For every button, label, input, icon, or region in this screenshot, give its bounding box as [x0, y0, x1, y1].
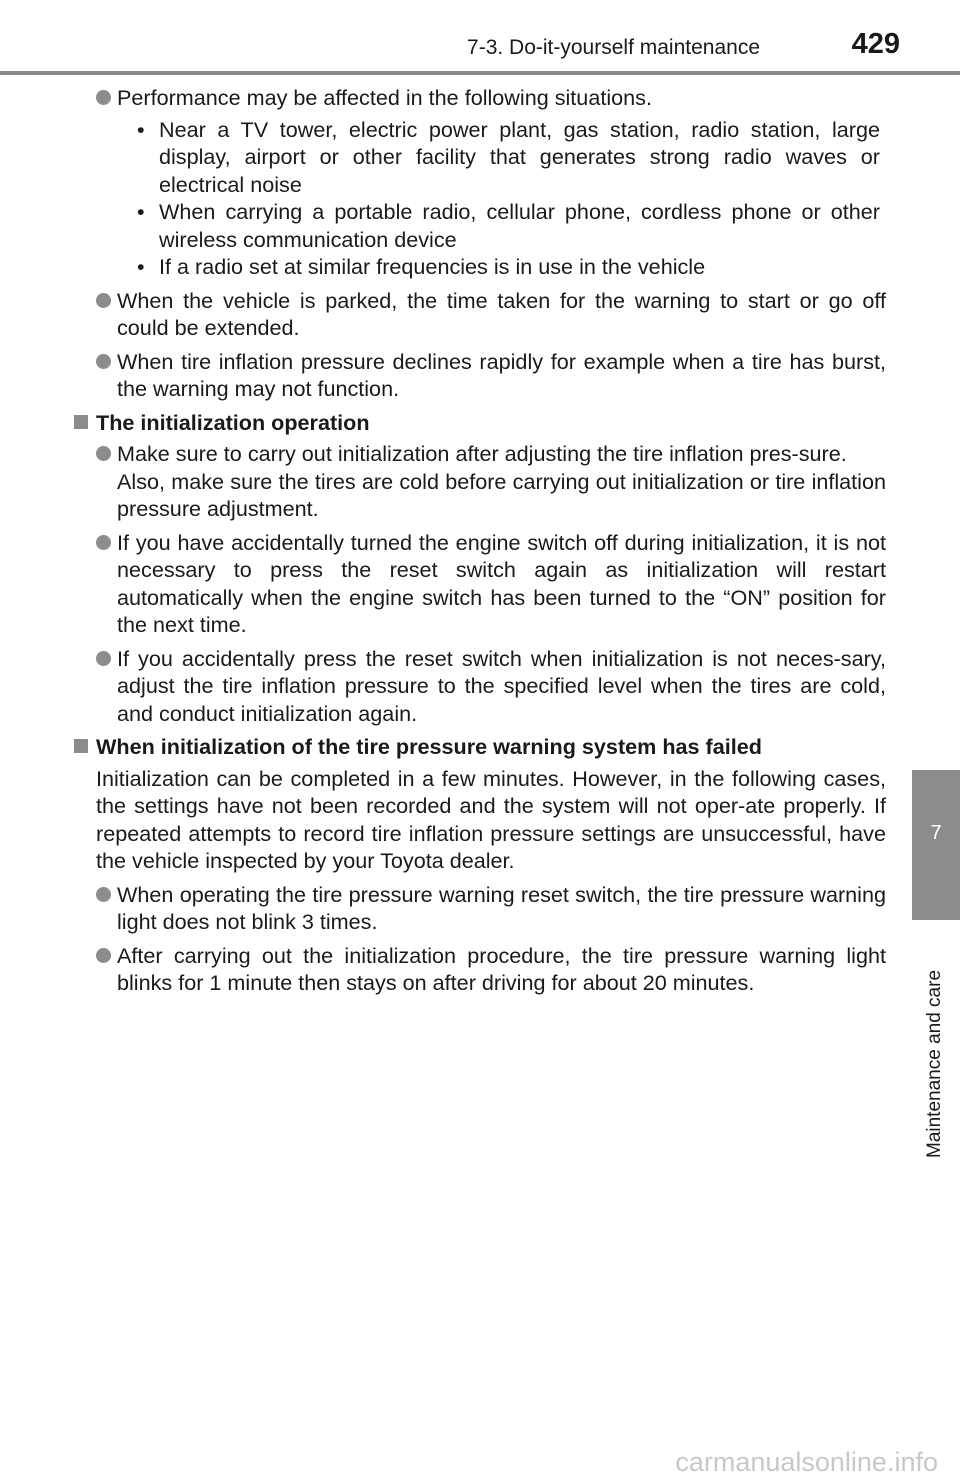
bullet-dot-icon: [96, 887, 111, 902]
bullet-text: Make sure to carry out initialization after adjusting the tire inflation pres-sure.: [117, 441, 847, 466]
chapter-label: Maintenance and care: [924, 969, 945, 1158]
bullet-item-no-blink: [96, 881, 886, 936]
bullet-dot-icon: [96, 446, 111, 461]
page-content: [96, 84, 886, 1003]
page-number: 429: [851, 28, 900, 60]
bullet-dot-icon: [96, 293, 111, 308]
bullet-dot-icon: [96, 948, 111, 963]
sub-bullet-icon: •: [137, 199, 145, 224]
sub-item-text: When carrying a portable radio, cellular phone, cordless phone or other wireless communication device: [159, 199, 880, 252]
chapter-number: 7: [930, 822, 942, 844]
bullet-text: Performance may be affected in the following situations.: [117, 85, 652, 110]
bullet-item-engine-switch: [96, 529, 886, 639]
bullet-dot-icon: [96, 354, 111, 369]
heading-text: When initialization of the tire pressure warning system has failed: [96, 734, 762, 759]
section-square-icon: [74, 739, 88, 753]
section-heading-failed: [74, 733, 886, 761]
heading-text: The initialization operation: [96, 409, 370, 435]
bullet-text: When the vehicle is parked, the time taken for the warning to start or go off could be extended.: [117, 287, 886, 340]
bullet-text: When tire inflation pressure declines rapidly for example when a tire has burst, the warning may not function.: [117, 348, 886, 401]
sub-bullet-icon: •: [137, 116, 145, 142]
bullet-item-performance: [96, 84, 886, 281]
bullet-dot-icon: [96, 651, 111, 666]
section-heading-initialization: [74, 409, 886, 437]
sub-item: [119, 198, 880, 253]
section-square-icon: [74, 415, 88, 429]
bullet-text: If you have accidentally turned the engine switch off during initialization, it is not necessary to press the reset switch again as initialization will restart automatically when the engine switch has been turned to the “ON” position for the next time.: [117, 529, 886, 637]
sub-item-text: If a radio set at similar frequencies is in use in the vehicle: [159, 254, 706, 279]
bullet-text: After carrying out the initialization procedure, the tire pressure warning light blinks for 1 minute then stays on after driving for about 20 minutes.: [117, 942, 886, 995]
section-intro-paragraph: Initialization can be completed in a few minutes. However, in the following cases, the settings have not been recorded and the system will not oper-ate properly. If repeated attempts to record tire inflation pressure settings are unsuccessful, have the vehicle inspected by your Toyota dealer.: [96, 765, 886, 873]
bullet-text: If you accidentally press the reset switch when initialization is not neces-sary, adjust the tire inflation pressure to the specified level when the tires are cold, and conduct initialization again.: [117, 645, 886, 726]
chapter-tab: [912, 770, 960, 920]
bullet-item-blinks-then-stays: [96, 942, 886, 997]
bullet-item-rapid-decline: [96, 348, 886, 403]
section-title: 7-3. Do-it-yourself maintenance: [467, 36, 760, 59]
chapter-label-container: [912, 920, 960, 1160]
bullet-item-initialization-after-adjust: [96, 440, 886, 523]
header-divider: [0, 71, 960, 75]
bullet-text: When operating the tire pressure warning reset switch, the tire pressure warning light does not blink 3 times.: [117, 881, 886, 934]
sub-bullet-icon: •: [137, 254, 145, 279]
watermark: carmanualsonline.info: [675, 1447, 938, 1477]
bullet-dot-icon: [96, 535, 111, 550]
bullet-item-reset-switch: [96, 645, 886, 728]
sub-item: [119, 116, 880, 199]
bullet-text-continued: Also, make sure the tires are cold before carrying out initialization or tire inflation pressure adjustment.: [117, 468, 886, 521]
page-header: [0, 0, 960, 75]
bullet-item-parked: [96, 287, 886, 342]
sub-item-text: Near a TV tower, electric power plant, gas station, radio station, large display, airport or other facility that generates strong radio waves or electrical noise: [159, 116, 880, 197]
sub-item: [119, 253, 880, 281]
bullet-dot-icon: [96, 90, 111, 105]
sub-list: [119, 116, 880, 281]
